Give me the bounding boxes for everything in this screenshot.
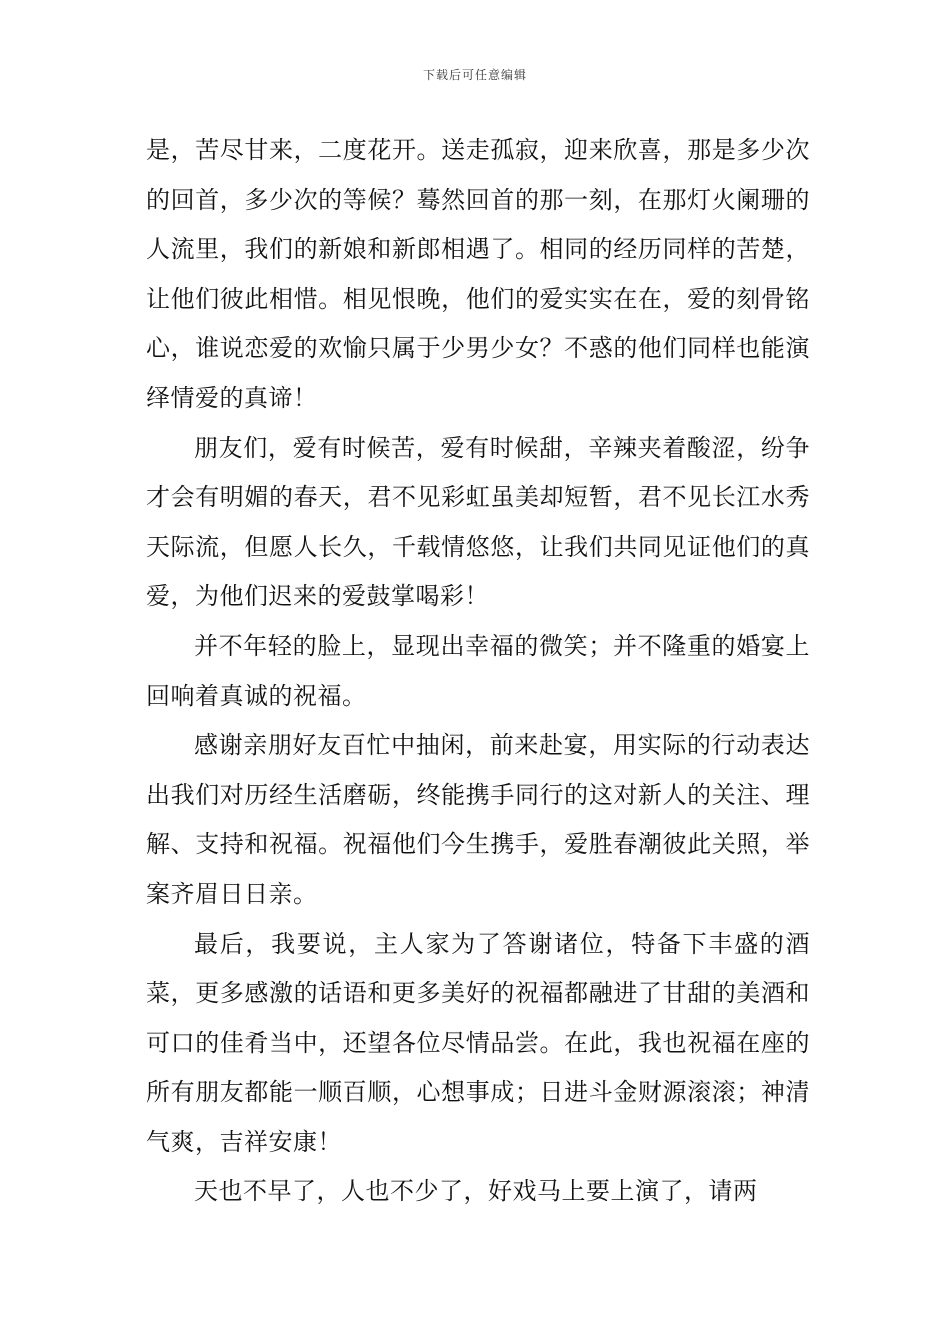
page-header-note: 下载后可任意编辑 xyxy=(422,68,527,82)
paragraph-4: 感谢亲朋好友百忙中抽闲，前来赴宴，用实际的行动表达出我们对历经生活磨砺，终能携手同行的这对新人的关注、理解、支持和祝福。祝福他们今生携手，爱胜春潮彼此关照，举案齐眉日日亲。 xyxy=(146,731,810,908)
paragraph-3: 并不年轻的脸上，显现出幸福的微笑；并不隆重的婚宴上回响着真诚的祝福。 xyxy=(146,631,810,710)
paragraph-5: 最后，我要说，主人家为了答谢诸位，特备下丰盛的酒菜，更多感激的话语和更多美好的祝福都融进了甘甜的美酒和可口的佳肴当中，还望各位尽情品尝。在此，我也祝福在座的所有朋友都能一顺百顺，心想事成；日进斗金财源滚滚；神清气爽，吉祥安康！ xyxy=(146,929,810,1156)
paragraph-2: 朋友们，爱有时候苦，爱有时候甜，辛辣夹着酸涩，纷争才会有明媚的春天，君不见彩虹虽美却短暂，君不见长江水秀天际流，但愿人长久，千载情悠悠，让我们共同见证他们的真爱，为他们迟来的爱鼓掌喝彩！ xyxy=(146,433,810,611)
paragraph-1: 是，苦尽甘来，二度花开。送走孤寂，迎来欣喜，那是多少次的回首，多少次的等候？蓦然回首的那一刻，在那灯火阑珊的人流里，我们的新娘和新郎相遇了。相同的经历同样的苦楚，让他们彼此相惜。相见恨晚，他们的爱实实在在，爱的刻骨铭心，谁说恋爱的欢愉只属于少男少女？不惑的他们同样也能演绎情爱的真谛！ xyxy=(146,136,810,412)
paragraph-6: 天也不早了，人也不少了，好戏马上要上演了，请两 xyxy=(194,1177,758,1206)
document-body xyxy=(146,126,810,1217)
